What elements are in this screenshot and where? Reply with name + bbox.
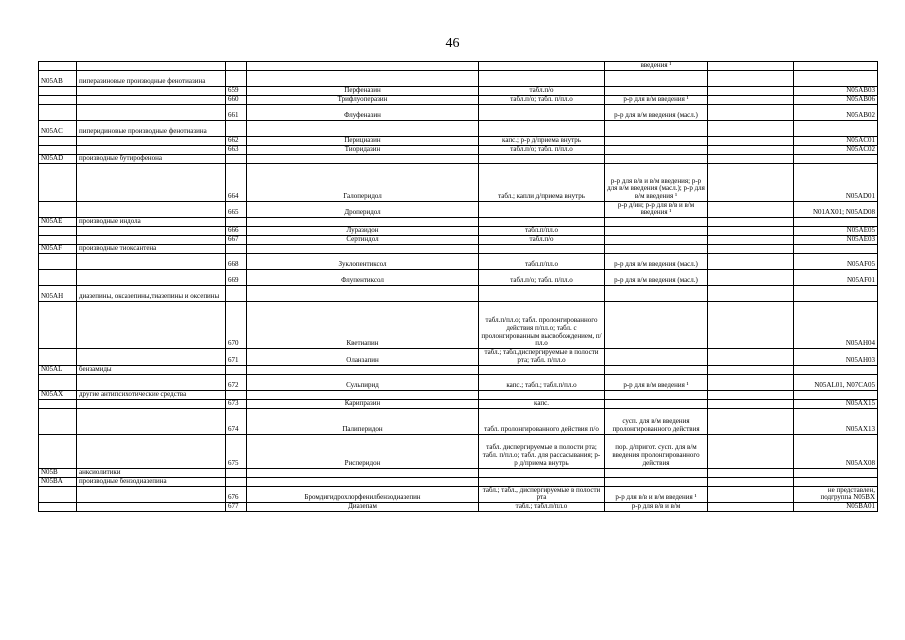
- dosage-form-injectable-cell: р-р для в/в и в/м: [605, 502, 708, 511]
- dosage-form-injectable-cell: [605, 86, 708, 95]
- drug-name-cell: [247, 365, 479, 374]
- group-name-cell: пиперидиновые производные фенотиазина: [77, 120, 226, 136]
- drug-name-cell: Луразидон: [247, 227, 479, 236]
- item-number-cell: 661: [226, 104, 247, 120]
- blank-column-cell: [708, 218, 794, 227]
- atc-group-code-cell: [39, 399, 77, 408]
- dosage-form-cell: табл.; табл.диспергируемые в полости рта; табл. п/пл.о: [479, 349, 605, 365]
- atc-group-code-cell: [39, 104, 77, 120]
- group-row: [39, 154, 878, 163]
- group-name-cell: пиперазиновые производные фенотиазина: [77, 70, 226, 86]
- dosage-form-cell: [479, 120, 605, 136]
- group-row: [39, 477, 878, 486]
- atc-group-code-cell: [39, 163, 77, 201]
- blank-column-cell: [708, 286, 794, 302]
- table-row: [39, 349, 878, 365]
- drug-name-cell: Рисперидон: [247, 434, 479, 468]
- item-number-cell: 664: [226, 163, 247, 201]
- blank-column-cell: [708, 136, 794, 145]
- dosage-form-injectable-cell: р-р для в/м введения (масл.): [605, 254, 708, 270]
- dosage-form-injectable-cell: [605, 218, 708, 227]
- item-number-cell: 667: [226, 236, 247, 245]
- atc-code-cell: N05AD01: [794, 163, 878, 201]
- dosage-form-injectable-cell: [605, 245, 708, 254]
- dosage-form-cell: табл.п/о: [479, 86, 605, 95]
- table-row: [39, 434, 878, 468]
- group-name-cell: [77, 62, 226, 71]
- item-number-cell: 675: [226, 434, 247, 468]
- atc-group-code-cell: [39, 136, 77, 145]
- blank-column-cell: [708, 163, 794, 201]
- blank-column-cell: [708, 62, 794, 71]
- blank-column-cell: [708, 486, 794, 502]
- table-row: [39, 399, 878, 408]
- atc-code-cell: [794, 62, 878, 71]
- dosage-form-injectable-cell: [605, 70, 708, 86]
- atc-group-code-cell: [39, 95, 77, 104]
- table-row: [39, 145, 878, 154]
- atc-group-code-cell: N05AB: [39, 70, 77, 86]
- drug-name-cell: Тиоридазин: [247, 145, 479, 154]
- dosage-form-injectable-cell: [605, 302, 708, 349]
- dosage-form-injectable-cell: сусп. для в/м введения пролонгированного действия: [605, 408, 708, 434]
- dosage-form-cell: табл.; табл.п/пл.о: [479, 502, 605, 511]
- dosage-form-cell: [479, 468, 605, 477]
- table-row: [39, 62, 878, 71]
- drug-name-cell: [247, 390, 479, 399]
- drug-name-cell: Карипразин: [247, 399, 479, 408]
- atc-code-cell: N05BA01: [794, 502, 878, 511]
- item-number-cell: 659: [226, 86, 247, 95]
- atc-code-cell: N05AF01: [794, 270, 878, 286]
- dosage-form-injectable-cell: [605, 154, 708, 163]
- dosage-form-cell: табл.п/о; табл. п/пл.о: [479, 95, 605, 104]
- blank-column-cell: [708, 399, 794, 408]
- atc-group-code-cell: N05B: [39, 468, 77, 477]
- blank-column-cell: [708, 236, 794, 245]
- item-number-cell: [226, 70, 247, 86]
- atc-group-code-cell: [39, 302, 77, 349]
- atc-code-cell: [794, 365, 878, 374]
- atc-group-code-cell: N05AX: [39, 390, 77, 399]
- atc-group-code-cell: [39, 486, 77, 502]
- blank-column-cell: [708, 154, 794, 163]
- atc-code-cell: N05AL01, N07CA05: [794, 374, 878, 390]
- dosage-form-injectable-cell: [605, 468, 708, 477]
- atc-code-cell: N05AC02: [794, 145, 878, 154]
- drug-table: [38, 61, 878, 512]
- dosage-form-cell: [479, 154, 605, 163]
- blank-column-cell: [708, 245, 794, 254]
- dosage-form-injectable-cell: [605, 120, 708, 136]
- atc-code-cell: N05AB06: [794, 95, 878, 104]
- group-name-cell: [77, 86, 226, 95]
- drug-name-cell: [247, 62, 479, 71]
- group-name-cell: бензамиды: [77, 365, 226, 374]
- blank-column-cell: [708, 120, 794, 136]
- table-row: [39, 95, 878, 104]
- dosage-form-cell: табл.; табл., диспергируемые в полости рта: [479, 486, 605, 502]
- group-name-cell: [77, 227, 226, 236]
- item-number-cell: 674: [226, 408, 247, 434]
- atc-group-code-cell: [39, 408, 77, 434]
- item-number-cell: [226, 62, 247, 71]
- atc-group-code-cell: [39, 145, 77, 154]
- blank-column-cell: [708, 302, 794, 349]
- drug-name-cell: [247, 477, 479, 486]
- blank-column-cell: [708, 434, 794, 468]
- group-name-cell: [77, 502, 226, 511]
- atc-group-code-cell: [39, 434, 77, 468]
- table-row: [39, 270, 878, 286]
- group-row: [39, 245, 878, 254]
- dosage-form-cell: табл. диспергируемые в полости рта; табл. п/пл.о; табл. для рассасывания; р-р д/приема внутрь: [479, 434, 605, 468]
- group-name-cell: анксиолитики: [77, 468, 226, 477]
- dosage-form-injectable-cell: р-р для в/м введения (масл.): [605, 104, 708, 120]
- table-row: [39, 163, 878, 201]
- group-row: [39, 286, 878, 302]
- item-number-cell: [226, 468, 247, 477]
- group-name-cell: [77, 434, 226, 468]
- blank-column-cell: [708, 468, 794, 477]
- drug-name-cell: Флупентиксол: [247, 270, 479, 286]
- item-number-cell: 670: [226, 302, 247, 349]
- dosage-form-cell: [479, 70, 605, 86]
- table-row: [39, 136, 878, 145]
- dosage-form-injectable-cell: [605, 477, 708, 486]
- dosage-form-injectable-cell: р-р для в/в и в/м введения ¹: [605, 486, 708, 502]
- dosage-form-cell: табл.п/о; табл. п/пл.о: [479, 145, 605, 154]
- item-number-cell: 665: [226, 201, 247, 217]
- group-row: [39, 70, 878, 86]
- dosage-form-cell: [479, 365, 605, 374]
- dosage-form-injectable-cell: [605, 236, 708, 245]
- dosage-form-cell: [479, 201, 605, 217]
- dosage-form-cell: [479, 104, 605, 120]
- blank-column-cell: [708, 145, 794, 154]
- table-row: [39, 254, 878, 270]
- dosage-form-cell: табл.п/пл.о: [479, 254, 605, 270]
- drug-name-cell: Сертиндол: [247, 236, 479, 245]
- dosage-form-injectable-cell: р-р д/ин; р-р для в/в и в/м введения ¹: [605, 201, 708, 217]
- atc-group-code-cell: [39, 62, 77, 71]
- atc-group-code-cell: [39, 502, 77, 511]
- atc-group-code-cell: [39, 236, 77, 245]
- atc-group-code-cell: N05AE: [39, 218, 77, 227]
- dosage-form-injectable-cell: [605, 145, 708, 154]
- item-number-cell: 672: [226, 374, 247, 390]
- group-name-cell: [77, 270, 226, 286]
- dosage-form-cell: табл.п/пл.о: [479, 227, 605, 236]
- item-number-cell: 662: [226, 136, 247, 145]
- group-row: [39, 120, 878, 136]
- blank-column-cell: [708, 254, 794, 270]
- group-row: [39, 390, 878, 399]
- dosage-form-injectable-cell: р-р для в/м введения ¹: [605, 374, 708, 390]
- group-name-cell: другие антипсихотические средства: [77, 390, 226, 399]
- table-row: [39, 201, 878, 217]
- blank-column-cell: [708, 270, 794, 286]
- dosage-form-injectable-cell: [605, 286, 708, 302]
- drug-name-cell: Трифлуоперазин: [247, 95, 479, 104]
- dosage-form-injectable-cell: р-р для в/в и в/м введения; р-р для в/м введения (масл.); р-р для в/м введения ¹: [605, 163, 708, 201]
- group-name-cell: производные тиоксантена: [77, 245, 226, 254]
- item-number-cell: [226, 218, 247, 227]
- atc-code-cell: [794, 477, 878, 486]
- item-number-cell: 660: [226, 95, 247, 104]
- page-number: 46: [445, 36, 460, 51]
- drug-name-cell: [247, 286, 479, 302]
- dosage-form-cell: капс.; табл.; табл.п/пл.о: [479, 374, 605, 390]
- dosage-form-cell: [479, 218, 605, 227]
- blank-column-cell: [708, 349, 794, 365]
- table-row: [39, 408, 878, 434]
- atc-code-cell: N05AX13: [794, 408, 878, 434]
- dosage-form-cell: табл. пролонгированного действия п/о: [479, 408, 605, 434]
- group-name-cell: [77, 95, 226, 104]
- atc-code-cell: [794, 70, 878, 86]
- dosage-form-cell: капс.; р-р д/приема внутрь: [479, 136, 605, 145]
- group-name-cell: [77, 374, 226, 390]
- drug-name-cell: Дроперидол: [247, 201, 479, 217]
- atc-code-cell: N05AX08: [794, 434, 878, 468]
- dosage-form-cell: [479, 477, 605, 486]
- atc-code-cell: N05AE03: [794, 236, 878, 245]
- atc-code-cell: [794, 468, 878, 477]
- atc-group-code-cell: [39, 374, 77, 390]
- blank-column-cell: [708, 408, 794, 434]
- atc-group-code-cell: N05AC: [39, 120, 77, 136]
- blank-column-cell: [708, 502, 794, 511]
- dosage-form-cell: табл.п/о: [479, 236, 605, 245]
- dosage-form-injectable-cell: [605, 349, 708, 365]
- dosage-form-injectable-cell: [605, 136, 708, 145]
- drug-name-cell: [247, 245, 479, 254]
- table-row: [39, 374, 878, 390]
- item-number-cell: [226, 390, 247, 399]
- blank-column-cell: [708, 477, 794, 486]
- dosage-form-injectable-cell: [605, 390, 708, 399]
- dosage-form-injectable-cell: [605, 227, 708, 236]
- group-name-cell: [77, 104, 226, 120]
- atc-group-code-cell: N05AL: [39, 365, 77, 374]
- atc-code-cell: не представлен, подгруппа N05BX: [794, 486, 878, 502]
- group-name-cell: [77, 408, 226, 434]
- atc-code-cell: N05AH03: [794, 349, 878, 365]
- drug-name-cell: [247, 120, 479, 136]
- atc-code-cell: [794, 218, 878, 227]
- blank-column-cell: [708, 104, 794, 120]
- atc-code-cell: [794, 120, 878, 136]
- atc-code-cell: N05AB02: [794, 104, 878, 120]
- group-name-cell: производные бутирофенона: [77, 154, 226, 163]
- dosage-form-cell: [479, 286, 605, 302]
- table-row: [39, 86, 878, 95]
- drug-name-cell: Сульпирид: [247, 374, 479, 390]
- atc-code-cell: N05AH04: [794, 302, 878, 349]
- atc-group-code-cell: [39, 270, 77, 286]
- group-row: [39, 218, 878, 227]
- item-number-cell: 669: [226, 270, 247, 286]
- blank-column-cell: [708, 95, 794, 104]
- group-name-cell: производные индола: [77, 218, 226, 227]
- atc-group-code-cell: [39, 86, 77, 95]
- blank-column-cell: [708, 227, 794, 236]
- dosage-form-injectable-cell: введения ¹: [605, 62, 708, 71]
- atc-group-code-cell: N05AH: [39, 286, 77, 302]
- blank-column-cell: [708, 86, 794, 95]
- item-number-cell: [226, 154, 247, 163]
- drug-name-cell: Галоперидол: [247, 163, 479, 201]
- drug-name-cell: [247, 468, 479, 477]
- group-name-cell: [77, 399, 226, 408]
- item-number-cell: [226, 245, 247, 254]
- atc-code-cell: [794, 286, 878, 302]
- group-name-cell: [77, 145, 226, 154]
- item-number-cell: [226, 365, 247, 374]
- dosage-form-injectable-cell: р-р для в/м введения ¹: [605, 95, 708, 104]
- group-name-cell: [77, 236, 226, 245]
- group-name-cell: [77, 349, 226, 365]
- dosage-form-injectable-cell: [605, 365, 708, 374]
- dosage-form-injectable-cell: р-р для в/м введения (масл.): [605, 270, 708, 286]
- blank-column-cell: [708, 374, 794, 390]
- drug-name-cell: Зуклопентиксол: [247, 254, 479, 270]
- dosage-form-cell: капс.: [479, 399, 605, 408]
- drug-table-body: [39, 62, 878, 512]
- item-number-cell: 676: [226, 486, 247, 502]
- drug-name-cell: Флуфеназин: [247, 104, 479, 120]
- item-number-cell: 677: [226, 502, 247, 511]
- drug-name-cell: Перфеназин: [247, 86, 479, 95]
- dosage-form-cell: табл.п/о; табл. п/пл.о: [479, 270, 605, 286]
- item-number-cell: [226, 120, 247, 136]
- atc-group-code-cell: N05AF: [39, 245, 77, 254]
- atc-group-code-cell: [39, 254, 77, 270]
- blank-column-cell: [708, 201, 794, 217]
- group-name-cell: [77, 254, 226, 270]
- item-number-cell: 668: [226, 254, 247, 270]
- dosage-form-cell: табл.; капли д/приема внутрь: [479, 163, 605, 201]
- drug-name-cell: Кветиапин: [247, 302, 479, 349]
- atc-code-cell: N05AX15: [794, 399, 878, 408]
- drug-name-cell: Диазепам: [247, 502, 479, 511]
- drug-name-cell: [247, 218, 479, 227]
- atc-group-code-cell: [39, 227, 77, 236]
- blank-column-cell: [708, 70, 794, 86]
- table-row: [39, 502, 878, 511]
- group-name-cell: диазепины, оксазепины,тиазепины и оксепины: [77, 286, 226, 302]
- group-row: [39, 365, 878, 374]
- atc-code-cell: [794, 390, 878, 399]
- drug-name-cell: Бромдигидрохлорфенилбензодиазепин: [247, 486, 479, 502]
- group-name-cell: [77, 201, 226, 217]
- drug-name-cell: [247, 70, 479, 86]
- atc-group-code-cell: [39, 349, 77, 365]
- table-row: [39, 227, 878, 236]
- drug-name-cell: Оланзапин: [247, 349, 479, 365]
- group-name-cell: [77, 486, 226, 502]
- blank-column-cell: [708, 365, 794, 374]
- item-number-cell: 673: [226, 399, 247, 408]
- atc-group-code-cell: N05AD: [39, 154, 77, 163]
- item-number-cell: 666: [226, 227, 247, 236]
- group-name-cell: [77, 136, 226, 145]
- group-name-cell: [77, 302, 226, 349]
- blank-column-cell: [708, 390, 794, 399]
- drug-name-cell: Перициазин: [247, 136, 479, 145]
- dosage-form-injectable-cell: [605, 399, 708, 408]
- dosage-form-cell: [479, 390, 605, 399]
- atc-group-code-cell: [39, 201, 77, 217]
- atc-code-cell: N05AE05: [794, 227, 878, 236]
- atc-code-cell: N05AF05: [794, 254, 878, 270]
- atc-code-cell: [794, 245, 878, 254]
- table-row: [39, 104, 878, 120]
- dosage-form-cell: [479, 62, 605, 71]
- atc-code-cell: N05AB03: [794, 86, 878, 95]
- drug-name-cell: [247, 154, 479, 163]
- atc-group-code-cell: N05BA: [39, 477, 77, 486]
- atc-code-cell: [794, 154, 878, 163]
- table-row: [39, 486, 878, 502]
- item-number-cell: 663: [226, 145, 247, 154]
- dosage-form-cell: табл.п/пл.о; табл. пролонгированного действия п/пл.о; табл. с пролонгированным высвобождением, п/пл.о: [479, 302, 605, 349]
- table-row: [39, 236, 878, 245]
- atc-code-cell: N05AC01: [794, 136, 878, 145]
- table-row: [39, 302, 878, 349]
- item-number-cell: 671: [226, 349, 247, 365]
- item-number-cell: [226, 477, 247, 486]
- group-name-cell: [77, 163, 226, 201]
- group-name-cell: производные бензодиазепина: [77, 477, 226, 486]
- dosage-form-cell: [479, 245, 605, 254]
- dosage-form-injectable-cell: пор. д/пригот. сусп. для в/м введения пролонгированного действия: [605, 434, 708, 468]
- group-row: [39, 468, 878, 477]
- atc-code-cell: N01AX01; N05AD08: [794, 201, 878, 217]
- drug-name-cell: Палиперидон: [247, 408, 479, 434]
- item-number-cell: [226, 286, 247, 302]
